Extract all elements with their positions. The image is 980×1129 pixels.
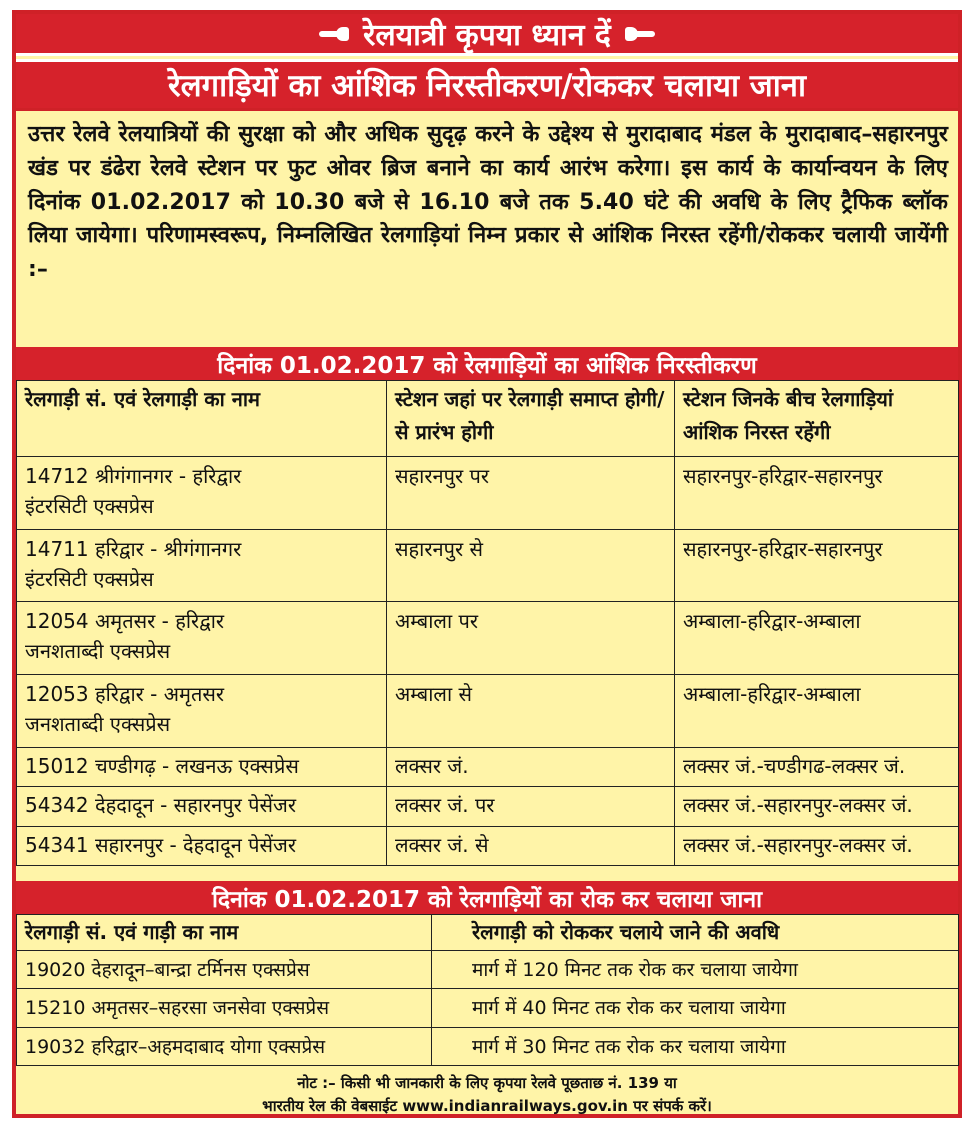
note-text-before: भारतीय रेल की वेबसाईट — [262, 1097, 403, 1115]
between-cell: अम्बाला-हरिद्वार-अम्बाला — [675, 675, 959, 748]
footer-note — [16, 1072, 958, 1118]
between-cell: लक्सर जं.-चण्डीगढ-लक्सर जं. — [675, 747, 959, 786]
train-name-line2: जनशताब्दी एक्सप्रेस — [25, 639, 171, 664]
train-number: 15012 — [25, 753, 89, 778]
train-number: 14712 — [25, 463, 89, 488]
table-header-row — [17, 915, 959, 951]
between-cell: सहारनपुर-हरिद्वार-सहारनपुर — [675, 456, 959, 529]
notice-title-banner — [16, 14, 958, 56]
partial-cancellation-heading: दिनांक 01.02.2017 को रेलगाड़ियों का आंशिक निरस्तीकरण — [16, 347, 958, 380]
note-text-after: पर संपर्क करें। — [627, 1097, 712, 1115]
station-cell: लक्सर जं. पर — [387, 787, 675, 826]
station-cell: सहारनपुर से — [387, 529, 675, 602]
pointing-hand-left-icon — [319, 26, 349, 42]
table-row — [17, 675, 959, 748]
notice-title: रेलयात्री कृपया ध्यान दें — [363, 18, 611, 53]
train-cell — [17, 826, 387, 865]
column-header-between: स्टेशन जिनके बीच रेलगाड़ियां आंशिक निरस्त रहेंगी — [675, 381, 959, 457]
column-header-station: स्टेशन जहां पर रेलगाड़ी समाप्त होगी/से प्रारंभ होगी — [387, 381, 675, 457]
table-row — [17, 989, 959, 1027]
train-cell — [17, 787, 387, 826]
train-name-line2: इंटरसिटी एक्सप्रेस — [25, 566, 154, 591]
note-line-2 — [16, 1095, 958, 1118]
table-row — [17, 456, 959, 529]
train-number: 12053 — [25, 682, 89, 707]
table-row — [17, 787, 959, 826]
train-cell — [17, 529, 387, 602]
train-name: हरिद्वार - श्रीगंगानगर — [94, 536, 242, 561]
station-cell: अम्बाला से — [387, 675, 675, 748]
train-name-line2: इंटरसिटी एक्सप्रेस — [25, 493, 154, 518]
regulated-trains-heading: दिनांक 01.02.2017 को रेलगाड़ियों का रोक कर चलाया जाना — [16, 881, 958, 914]
column-header-train: रेलगाड़ी सं. एवं गाड़ी का नाम — [17, 915, 432, 951]
between-cell: अम्बाला-हरिद्वार-अम्बाला — [675, 602, 959, 675]
column-header-train: रेलगाड़ी सं. एवं रेलगाड़ी का नाम — [17, 381, 387, 457]
duration-cell: मार्ग में 30 मिनट तक रोक कर चलाया जायेगा — [432, 1027, 959, 1065]
table-header-row — [17, 381, 959, 457]
partial-cancellation-table — [16, 380, 959, 866]
train-cell: 15210 अमृतसर–सहरसा जनसेवा एक्सप्रेस — [17, 989, 432, 1027]
table-row — [17, 1027, 959, 1065]
station-cell: सहारनपुर पर — [387, 456, 675, 529]
column-header-duration: रेलगाड़ी को रोककर चलाये जाने की अवधि — [432, 915, 959, 951]
train-cell: 19020 देहरादून–बान्द्रा टर्मिनस एक्सप्रेस — [17, 951, 432, 989]
regulated-trains-table — [16, 914, 959, 1066]
train-number: 12054 — [25, 609, 89, 634]
duration-cell: मार्ग में 120 मिनट तक रोक कर चलाया जायेगा — [432, 951, 959, 989]
train-cell — [17, 602, 387, 675]
between-cell: सहारनपुर-हरिद्वार-सहारनपुर — [675, 529, 959, 602]
duration-cell: मार्ग में 40 मिनट तक रोक कर चलाया जायेगा — [432, 989, 959, 1027]
table-row — [17, 951, 959, 989]
notice-frame — [12, 10, 962, 1118]
station-cell: लक्सर जं. से — [387, 826, 675, 865]
between-cell: लक्सर जं.-सहारनपुर-लक्सर जं. — [675, 787, 959, 826]
train-name: हरिद्वार - अमृतसर — [94, 682, 225, 707]
station-cell: अम्बाला पर — [387, 602, 675, 675]
train-cell — [17, 675, 387, 748]
train-name: देहदादून - सहारनपुर पेसेंजर — [94, 793, 297, 818]
intro-paragraph: उत्तर रेलवे रेलयात्रियों की सुरक्षा को और अधिक सुदृढ़ करने के उद्देश्य से मुरादाबाद मंडल के मुरादाबाद–सहारनपुर खंड पर डंढेरा रेलवे स्टेशन पर फुट ओवर ब्रिज बनाने का कार्य आरंभ करेगा। इस कार्य के कार्यान्वयन के लिए दिनांक 01.02.2017 को 10.30 बजे से 16.10 बजे तक 5.40 घंटे की अवधि के लिए ट्रैफिक ब्लॉक लिया जायेगा। परिणामस्वरूप, निम्नलिखित रेलगाड़ियां निम्न प्रकार से आंशिक निरस्त रहेंगी/रोककर चलायी जायेंगी :– — [28, 122, 948, 283]
train-number: 54342 — [25, 793, 89, 818]
pointing-hand-right-icon — [625, 26, 655, 42]
note-line-1: नोट :– किसी भी जानकारी के लिए कृपया रेलवे पूछताछ नं. 139 या — [297, 1074, 677, 1092]
station-cell: लक्सर जं. — [387, 747, 675, 786]
train-name-line2: जनशताब्दी एक्सप्रेस — [25, 712, 171, 737]
train-name: सहारनपुर - देहदादून पेसेंजर — [94, 832, 297, 857]
table-row — [17, 826, 959, 865]
table-row — [17, 747, 959, 786]
website-link[interactable]: www.indianrailways.gov.in — [402, 1097, 628, 1115]
train-name: अमृतसर - हरिद्वार — [94, 609, 225, 634]
train-number: 14711 — [25, 536, 89, 561]
train-number: 54341 — [25, 832, 89, 857]
train-name: चण्डीगढ़ - लखनऊ एक्सप्रेस — [94, 753, 299, 778]
notice-subtitle: रेलगाड़ियों का आंशिक निरस्तीकरण/रोककर चलाया जाना — [16, 59, 958, 111]
train-cell — [17, 747, 387, 786]
table-row — [17, 529, 959, 602]
table-row — [17, 602, 959, 675]
train-cell: 19032 हरिद्वार–अहमदाबाद योगा एक्सप्रेस — [17, 1027, 432, 1065]
train-name: श्रीगंगानगर - हरिद्वार — [94, 463, 242, 488]
train-cell — [17, 456, 387, 529]
between-cell: लक्सर जं.-सहारनपुर-लक्सर जं. — [675, 826, 959, 865]
